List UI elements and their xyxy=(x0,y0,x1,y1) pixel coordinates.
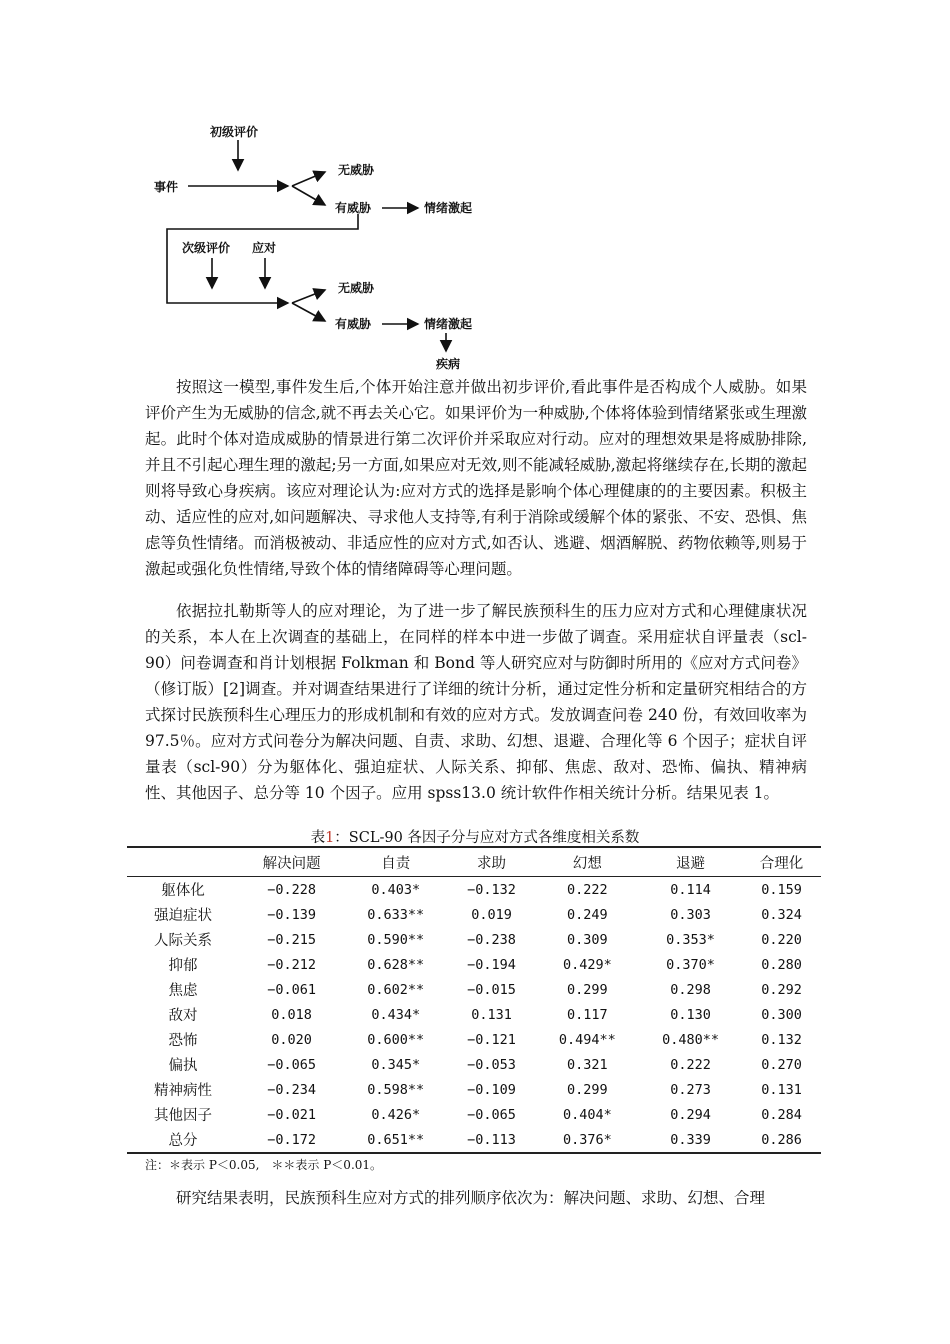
table-cell: −0.132 xyxy=(467,881,516,898)
table-cell: 0.370* xyxy=(666,956,715,973)
table-cell: 0.404* xyxy=(562,1106,612,1123)
table-cell: 0.019 xyxy=(471,906,512,923)
caption-number: 1 xyxy=(325,830,335,846)
coping-label: 应对 xyxy=(252,241,277,255)
table-cell: 0.273 xyxy=(670,1081,711,1098)
correlation-table xyxy=(127,846,821,1154)
table-cell: −0.021 xyxy=(267,1106,316,1123)
table-cell: 0.403* xyxy=(371,881,421,898)
primary-appraisal-label: 初级评价 xyxy=(210,125,259,139)
table-cell: 0.339 xyxy=(639,1127,742,1153)
table-cell: 0.590** xyxy=(367,931,425,948)
table-cell: 0.598** xyxy=(367,1081,425,1098)
table-cell: −0.121 xyxy=(467,1031,516,1048)
row-label: 强迫症状 xyxy=(154,908,212,924)
table-cell: 0.222 xyxy=(670,1056,711,1073)
table-row xyxy=(127,1002,821,1027)
row-label: 精神病性 xyxy=(154,1083,212,1099)
body-paragraph-1: 按照这一模型,事件发生后,个体开始注意并做出初步评价,看此事件是否构成个人威胁。如果评价产生为无威胁的信念,就不再去关心它。如果评价为一种威胁,个体将体验到情绪紧张或生理激起。此时个体对造成威胁的情景进行第二次评价并采取应对行动。应对的理想效果是将威胁排除,并且不引起心理生理的激起;另一方面,如果应对无效,则不能减轻威胁,激起将继续存在,长期的激起则将导致心身疾病。该应对理论认为:应对方式的选择是影响个体心理健康的的主要因素。积极主动、适应性的应对,如问题解决、寻求他人支持等,有利于消除或缓解个体的紧张、不安、恐惧、焦虑等负性情绪。而消极被动、非适应性的应对方式,如否认、逃避、烟酒解脱、药物依赖等,则易于激起或强化负性情绪,导致个体的情绪障碍等心理问题。 xyxy=(145,378,807,578)
threat-label-2: 有威胁 xyxy=(335,317,372,331)
event-label: 事件 xyxy=(154,180,179,194)
emotional-arousal-label-2: 情绪激起 xyxy=(424,317,473,331)
row-label: 敌对 xyxy=(168,1008,198,1024)
table-cell: 0.353* xyxy=(666,931,715,948)
table-row xyxy=(127,927,821,952)
table-cell: −0.234 xyxy=(267,1081,316,1098)
table-cell: 0.270 xyxy=(761,1056,802,1073)
table-cell: −0.065 xyxy=(267,1056,316,1073)
table-cell: 0.602** xyxy=(367,981,425,998)
table-cell: −0.228 xyxy=(267,881,316,898)
table-cell: 0.633** xyxy=(367,906,425,923)
row-label: 总分 xyxy=(127,1127,239,1153)
table-cell: 0.130 xyxy=(670,1006,711,1023)
no-threat-label: 无威胁 xyxy=(338,163,375,177)
table-cell: 0.131 xyxy=(761,1081,802,1098)
column-header xyxy=(127,847,239,877)
table-cell: −0.109 xyxy=(467,1081,516,1098)
table-cell: 0.299 xyxy=(567,1081,608,1098)
table-cell: −0.215 xyxy=(267,931,316,948)
table-cell: 0.434* xyxy=(371,1006,421,1023)
row-label: 躯体化 xyxy=(161,883,205,899)
table-row xyxy=(127,977,821,1002)
row-label: 其他因子 xyxy=(154,1108,212,1124)
table-header-row xyxy=(127,847,821,877)
table-cell: 0.131 xyxy=(471,1006,512,1023)
column-header: 自责 xyxy=(344,847,447,877)
table-cell: 0.345* xyxy=(371,1056,421,1073)
table-cell: 0.303 xyxy=(670,906,711,923)
table-cell: −0.238 xyxy=(467,931,516,948)
table-row xyxy=(127,1052,821,1077)
table-cell: 0.494** xyxy=(558,1031,616,1048)
row-label: 恐怖 xyxy=(168,1033,198,1049)
stress-appraisal-diagram xyxy=(0,0,950,380)
table-row xyxy=(127,877,821,903)
table-cell: 0.249 xyxy=(567,906,608,923)
table-cell: 0.300 xyxy=(761,1006,802,1023)
table-cell: −0.212 xyxy=(267,956,316,973)
threat-label: 有威胁 xyxy=(335,201,372,215)
caption-text: ：SCL-90 各因子分与应对方式各维度相关系数 xyxy=(334,830,640,846)
table-cell: 0.132 xyxy=(761,1031,802,1048)
body-paragraph-3: 研究结果表明，民族预科生应对方式的排列顺序依次为：解决问题、求助、幻想、合理 xyxy=(176,1189,766,1207)
column-header: 求助 xyxy=(447,847,535,877)
column-header: 合理化 xyxy=(742,847,821,877)
table-cell: 0.117 xyxy=(567,1006,608,1023)
table-cell: 0.222 xyxy=(567,881,608,898)
column-header: 解决问题 xyxy=(239,847,344,877)
table-cell: 0.309 xyxy=(567,931,608,948)
no-threat-label-2: 无威胁 xyxy=(338,281,375,295)
row-label: 人际关系 xyxy=(154,933,212,949)
table-cell: 0.426* xyxy=(371,1106,421,1123)
table-cell: 0.159 xyxy=(761,881,802,898)
body-paragraph-2: 依据拉扎勒斯等人的应对理论，为了进一步了解民族预科生的压力应对方式和心理健康状况的关系，本人在上次调查的基础上，在同样的样本中进一步做了调查。采用症状自评量表（scl-90）问卷调查和肖计划根据 Folkman 和 Bond 等人研究应对与防御时所用的《应对方式问卷》（修订版）[2]调查。并对调查结果进行了详细的统计分析，通过定性分析和定量研究相结合的方式探讨民族预科生心理压力的形成机制和有效的应对方式。发放调查问卷 240 份，有效回收率为 97.5％。应对方式问卷分为解决问题、自责、求助、幻想、退避、合理化等 6 个因子；症状自评量表（scl-90）分为躯体化、强迫症状、人际关系、抑郁、焦虑、敌对、恐怖、偏执、精神病性、其他因子、总分等 10 个因子。应用 spss13.0 统计软件作相关统计分析。结果见表 1。 xyxy=(145,602,807,802)
table-cell: 0.376* xyxy=(536,1127,639,1153)
row-label: 偏执 xyxy=(168,1058,198,1074)
table-row xyxy=(127,1027,821,1052)
column-header: 退避 xyxy=(639,847,742,877)
table-cell: 0.299 xyxy=(567,981,608,998)
row-label: 抑郁 xyxy=(168,958,198,974)
column-header: 幻想 xyxy=(536,847,639,877)
table-cell: 0.114 xyxy=(670,881,711,898)
table-cell: 0.284 xyxy=(761,1106,802,1123)
table-cell: 0.280 xyxy=(761,956,802,973)
emotional-arousal-label: 情绪激起 xyxy=(424,201,473,215)
table-note: 注：＊表示 P＜0.05, ＊＊表示 P＜0.01。 xyxy=(145,1158,383,1172)
table-cell: 0.020 xyxy=(271,1031,312,1048)
table-cell: 0.292 xyxy=(761,981,802,998)
table-cell: 0.220 xyxy=(761,931,802,948)
table-cell: 0.429* xyxy=(562,956,612,973)
table-cell: 0.628** xyxy=(367,956,425,973)
caption-prefix: 表 xyxy=(310,830,326,846)
table-cell: −0.061 xyxy=(267,981,316,998)
table-row xyxy=(127,1077,821,1102)
table-row xyxy=(127,1102,821,1127)
disease-label: 疾病 xyxy=(436,357,461,371)
table-row xyxy=(127,1127,821,1153)
secondary-appraisal-label: 次级评价 xyxy=(182,241,231,255)
table-cell: −0.113 xyxy=(447,1127,535,1153)
table-cell: 0.294 xyxy=(670,1106,711,1123)
table-cell: −0.194 xyxy=(467,956,516,973)
row-label: 焦虑 xyxy=(168,983,198,999)
table-cell: −0.139 xyxy=(267,906,316,923)
table-cell: −0.053 xyxy=(467,1056,516,1073)
table-row xyxy=(127,952,821,977)
table-cell: 0.480** xyxy=(662,1031,719,1048)
table-row xyxy=(127,902,821,927)
table-cell: −0.065 xyxy=(467,1106,516,1123)
table-cell: −0.015 xyxy=(467,981,516,998)
table-cell: 0.321 xyxy=(567,1056,608,1073)
table-cell: 0.324 xyxy=(761,906,802,923)
table-caption xyxy=(0,826,950,847)
table-cell: 0.286 xyxy=(742,1127,821,1153)
table-cell: 0.298 xyxy=(670,981,711,998)
table-cell: 0.018 xyxy=(271,1006,312,1023)
table-cell: −0.172 xyxy=(239,1127,344,1153)
table-cell: 0.651** xyxy=(344,1127,447,1153)
table-cell: 0.600** xyxy=(367,1031,425,1048)
